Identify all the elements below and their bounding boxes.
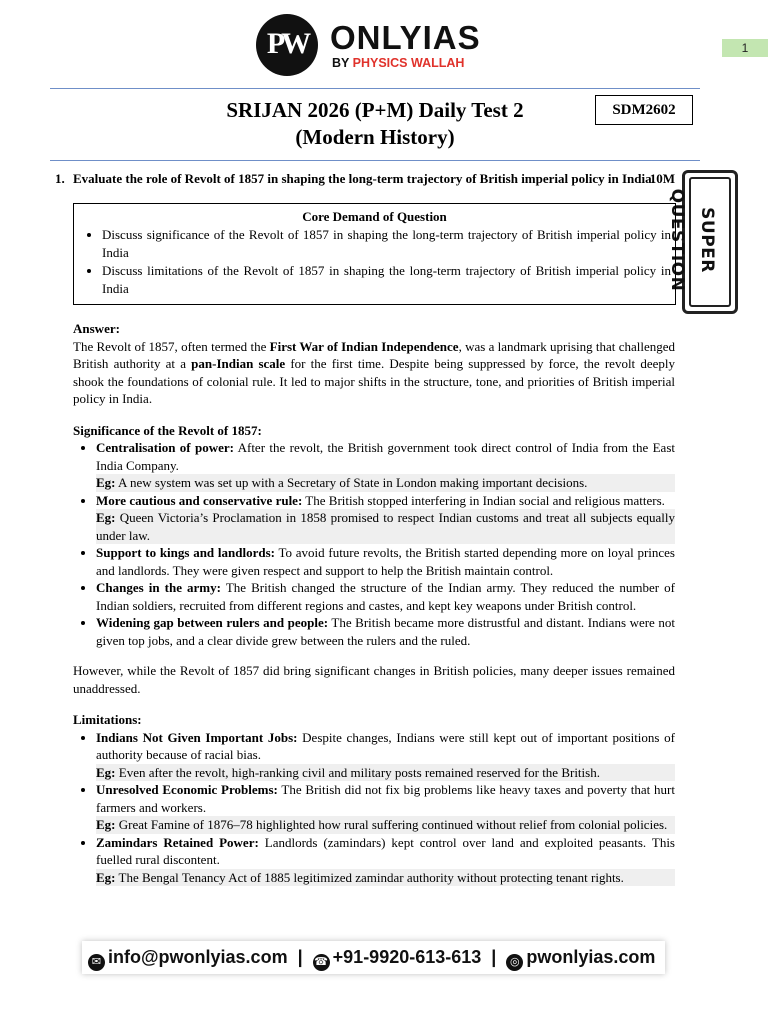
brand-sub-prefix: BY (332, 56, 353, 70)
brand-subtitle (332, 56, 464, 70)
question (55, 171, 675, 187)
question-number: 1. (55, 171, 65, 186)
globe-icon: ◎ (506, 954, 523, 971)
list-item: • Widening gap between rulers and people: The British became more distrustful and distant. Indians were not given top jobs, and a clear divide grew between the rulers and the ruled. (96, 614, 675, 649)
example: Eg: Queen Victoria’s Proclamation in 1858 promised to respect Indian customs and treat all subjects equally under law. (96, 510, 675, 543)
question-marks: 10M (649, 171, 675, 186)
phone-icon: ☎ (313, 954, 330, 971)
test-code: SDM2602 (595, 95, 693, 125)
pw-logo (256, 14, 318, 76)
example: Eg: A new system was set up with a Secretary of State in London making important decisions. (96, 474, 675, 492)
title-line-1: SRIJAN 2026 (P+M) Daily Test 2 (226, 98, 524, 122)
core-demand-heading: Core Demand of Question (302, 209, 447, 224)
list-item: • More cautious and conservative rule: The British stopped interfering in Indian social and religious matters. Eg: Queen Victoria’s Proclamation in 1858 promised to respect Indian customs and treat all subjects equally under law. (96, 492, 675, 545)
example: Eg: The Bengal Tenancy Act of 1885 legitimized zamindar authority without protecting tenant rights. (96, 869, 675, 887)
transition-text: However, while the Revolt of 1857 did bring significant changes in British policies, many deeper issues remained unaddressed. (73, 663, 675, 696)
significance-heading: Significance of the Revolt of 1857: (73, 422, 262, 438)
email-icon: ✉ (88, 954, 105, 971)
title-line-2: (Modern History) (295, 125, 455, 149)
example: Eg: Even after the revolt, high-ranking civil and military posts remained reserved for the British. (96, 764, 675, 782)
core-demand-box (73, 203, 676, 305)
stamp-text: SUPER QUESTION (667, 188, 717, 292)
brand-name: ONLYIAS (330, 19, 481, 56)
page-number: 1 (722, 39, 768, 57)
page-title (140, 97, 610, 151)
brand-sub-accent: PHYSICS WALLAH (352, 56, 465, 70)
question-text: Evaluate the role of Revolt of 1857 in shaping the long-term trajectory of British imperial policy in India. (73, 171, 655, 186)
list-item: • Indians Not Given Important Jobs: Despite changes, Indians were still kept out of important positions of authority because of racial bias. Eg: Even after the revolt, high-ranking civil and military posts remained reserved for the British. (96, 729, 675, 782)
list-item: • Support to kings and landlords: To avoid future revolts, the British started depending more on loyal princes and landlords. They were given respect and support to help the British maintain control. (96, 544, 675, 579)
list-item: • Zamindars Retained Power: Landlords (zamindars) kept control over land and exploited peasants. This fuelled rural discontent. Eg: The Bengal Tenancy Act of 1885 legitimized zamindar authority without protecting tenant rights. (96, 834, 675, 887)
footer-phone[interactable]: +91-9920-613-613 (332, 947, 482, 967)
list-item: • Changes in the army: The British changed the structure of the Indian army. They reduced the number of Indian soldiers, recruited from different regions and castes, and kept key weapons under British control. (96, 579, 675, 614)
answer-body (73, 320, 675, 886)
core-demand-list (74, 226, 675, 298)
header-divider (50, 88, 700, 89)
significance-list (73, 439, 675, 649)
limitations-heading: Limitations: (73, 712, 142, 727)
footer-email[interactable]: info@pwonlyias.com (108, 947, 288, 967)
list-item: • Discuss limitations of the Revolt of 1857 in shaping the long-term trajectory of British imperial policy in India (102, 262, 675, 298)
super-question-stamp (667, 170, 738, 314)
answer-intro: The Revolt of 1857, often termed the First War of Indian Independence, was a landmark uprising that challenged British authority at a pan-Indian scale for the first time. Despite being suppressed by force, the revolt deeply shook the foundations of colonial rule. It led to major shifts in the structure, tone, and priorities of British imperial policy in India. (73, 338, 676, 406)
list-item: • Centralisation of power: After the revolt, the British government took direct control of India from the East India Company. Eg: A new system was set up with a Secretary of State in London making important decisions. (96, 439, 675, 492)
pw-logo-letters: PW (266, 27, 308, 60)
footer-website[interactable]: pwonlyias.com (526, 947, 656, 967)
example: Eg: Great Famine of 1876–78 highlighted how rural suffering continued without relief from colonial policies. (96, 816, 675, 834)
list-item: • Unresolved Economic Problems: The British did not fix big problems like heavy taxes and poverty that hurt farmers and workers. Eg: Great Famine of 1876–78 highlighted how rural suffering continued without relief from colonial policies. (96, 781, 675, 834)
footer-separator: | (297, 947, 303, 967)
limitations-list (73, 729, 675, 887)
answer-label: Answer: (73, 321, 120, 336)
contact-footer (82, 941, 665, 974)
title-divider (50, 160, 700, 161)
footer-separator: | (491, 947, 497, 967)
list-item: • Discuss significance of the Revolt of 1857 in shaping the long-term trajectory of British imperial policy in India (102, 226, 675, 262)
